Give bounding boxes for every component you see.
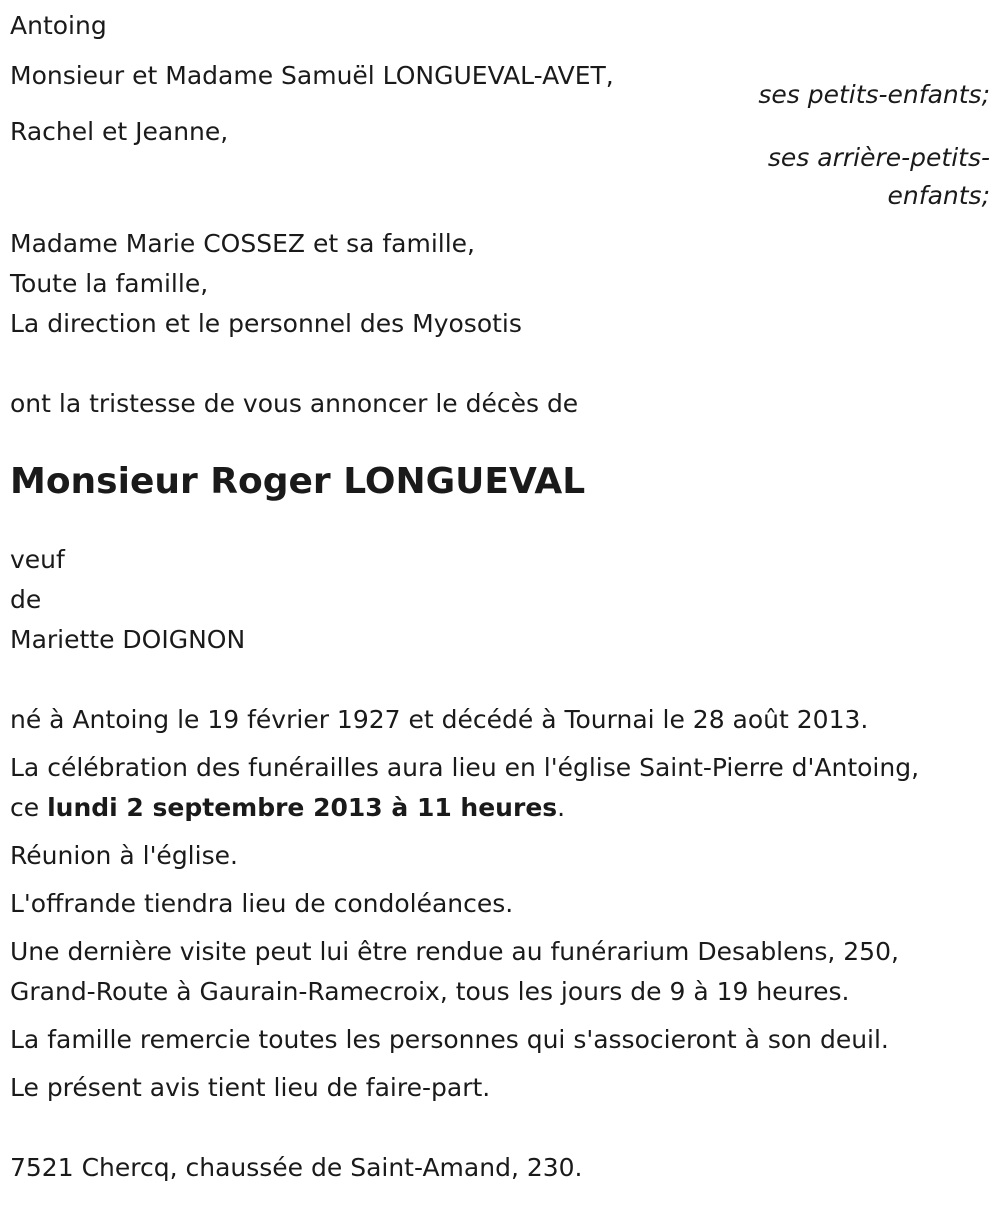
- great-grandchildren-names: Rachel et Jeanne,: [10, 117, 229, 146]
- status-line-3: Mariette DOIGNON: [10, 625, 246, 654]
- grandchildren-names: Monsieur et Madame Samuël LONGUEVAL-AVET,: [10, 61, 614, 90]
- meeting-text: [10, 836, 990, 876]
- status-line-1: veuf: [10, 545, 65, 574]
- offering-line: L'offrande tiendra lieu de condoléances.: [10, 889, 514, 918]
- place-heading: Antoing: [10, 11, 107, 40]
- obituary-notice: [10, 6, 990, 1188]
- announcement-text: ont la tristesse de vous annoncer le décès de: [10, 389, 579, 418]
- family-line-2: Toute la famille,: [10, 269, 209, 298]
- grandchildren-role: ses petits-enfants;: [758, 80, 990, 109]
- family-line-1: Madame Marie COSSEZ et sa famille,: [10, 229, 476, 258]
- great-grandchildren-role-1: ses arrière-petits-: [767, 143, 990, 172]
- ceremony-prefix: ce: [10, 793, 48, 822]
- birth-death-text: [10, 700, 990, 740]
- family-line-3: La direction et le personnel des Myosotis: [10, 309, 522, 338]
- thanks-line: La famille remercie toutes les personnes qui s'associeront à son deuil.: [10, 1025, 889, 1054]
- notice-text: [10, 1068, 990, 1108]
- deceased-name: Monsieur Roger LONGUEVAL: [10, 461, 586, 502]
- ceremony-date: lundi 2 septembre 2013 à 11 heures: [47, 793, 558, 822]
- visit-line-2: Grand-Route à Gaurain-Ramecroix, tous les jours de 9 à 19 heures.: [10, 977, 850, 1006]
- ceremony-paragraph: [10, 748, 990, 828]
- ceremony-line-2: [10, 788, 990, 828]
- ceremony-suffix: .: [557, 793, 566, 822]
- visit-paragraph: [10, 932, 990, 1012]
- meeting-line: Réunion à l'église.: [10, 841, 238, 870]
- birth-death-line: né à Antoing le 19 février 1927 et décédé à Tournai le 28 août 2013.: [10, 705, 869, 734]
- great-grandchildren-role-2: enfants;: [887, 181, 990, 210]
- thanks-text: [10, 1020, 990, 1060]
- visit-line-1: Une dernière visite peut lui être rendue au funérarium Desablens, 250,: [10, 937, 899, 966]
- address-text: 7521 Chercq, chaussée de Saint-Amand, 230.: [10, 1153, 583, 1182]
- offering-text: [10, 884, 990, 924]
- ceremony-line-1: La célébration des funérailles aura lieu en l'église Saint-Pierre d'Antoing,: [10, 753, 920, 782]
- notice-line: Le présent avis tient lieu de faire-part.: [10, 1073, 491, 1102]
- status-line-2: de: [10, 585, 42, 614]
